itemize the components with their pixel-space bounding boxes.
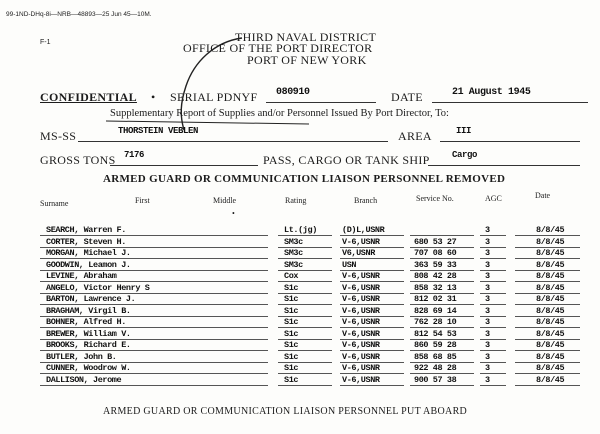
col-first: First bbox=[135, 196, 150, 205]
branch-cell: V-6,USNR bbox=[342, 351, 380, 362]
section-removed-heading: ARMED GUARD OR COMMUNICATION LIAISON PERSONNEL REMOVED bbox=[103, 173, 506, 185]
agc-cell: 3 bbox=[485, 282, 490, 293]
branch-cell: V-6,USNR bbox=[342, 294, 380, 304]
date-cell: 8/8/45 bbox=[536, 305, 565, 316]
area-label: AREA bbox=[398, 129, 432, 143]
branch-cell: V-6,USNR bbox=[342, 328, 380, 339]
agc-cell: 3 bbox=[485, 328, 490, 339]
surname-cell: ANGELO, Victor Henry S bbox=[46, 282, 150, 293]
rating-cell: Cox bbox=[284, 271, 299, 281]
service-no-cell: 363 59 33 bbox=[414, 259, 457, 270]
date-cell: 8/8/45 bbox=[536, 248, 565, 258]
ms-ss-label: MS-SS bbox=[40, 129, 77, 143]
rating-cell: SM3c bbox=[284, 259, 303, 270]
rating-cell: S1c bbox=[284, 340, 299, 350]
table-row bbox=[0, 317, 600, 328]
row-rule bbox=[480, 385, 506, 386]
row-rule bbox=[340, 385, 404, 386]
col-surname: Surname bbox=[40, 199, 69, 208]
surname-cell: LEVINE, Abraham bbox=[46, 271, 117, 281]
port-heading: PORT OF NEW YORK bbox=[247, 53, 367, 67]
col-middle: Middle bbox=[213, 196, 237, 205]
agc-cell: 3 bbox=[485, 236, 490, 247]
rating-cell: S1c bbox=[284, 351, 299, 362]
rating-cell: S1c bbox=[284, 305, 299, 316]
surname-cell: BOHNER, Alfred H. bbox=[46, 317, 126, 327]
surname-cell: GOODWIN, Leamon J. bbox=[46, 259, 131, 270]
date-cell: 8/8/45 bbox=[536, 282, 565, 293]
table-row bbox=[0, 375, 600, 386]
surname-cell: BARTON, Lawrence J. bbox=[46, 294, 136, 304]
service-no-cell: 707 08 60 bbox=[414, 248, 457, 258]
agc-cell: 3 bbox=[485, 294, 490, 304]
branch-cell: V-6,USNR bbox=[342, 271, 380, 281]
branch-cell: USN bbox=[342, 259, 357, 270]
surname-cell: BRAGHAM, Virgil B. bbox=[46, 305, 131, 316]
date-value: 21 August 1945 bbox=[452, 87, 531, 98]
rating-cell: SM3c bbox=[284, 248, 303, 258]
classification-label: CONFIDENTIAL bbox=[40, 90, 137, 104]
service-no-cell: 812 02 31 bbox=[414, 294, 457, 304]
agc-cell: 3 bbox=[485, 351, 490, 362]
gross-tons-label: GROSS TONS bbox=[40, 153, 116, 167]
service-no-cell: 900 57 38 bbox=[414, 374, 457, 385]
surname-cell: MORGAN, Michael J. bbox=[46, 248, 131, 258]
bullet-dot: • bbox=[151, 90, 156, 104]
ship-name-value: THORSTEIN VEBLEN bbox=[118, 126, 199, 136]
date-label: DATE bbox=[391, 90, 423, 104]
service-no-cell: 860 59 28 bbox=[414, 340, 457, 350]
surname-cell: SEARCH, Warren F. bbox=[46, 225, 126, 235]
service-no-cell: 680 53 27 bbox=[414, 236, 457, 247]
branch-cell: V-6,USNR bbox=[342, 282, 380, 293]
rating-cell: S1c bbox=[284, 374, 299, 385]
agc-cell: 3 bbox=[485, 363, 490, 373]
table-row bbox=[0, 329, 600, 340]
table-row bbox=[0, 225, 600, 236]
surname-cell: BROOKS, Richard E. bbox=[46, 340, 131, 350]
branch-cell: V-6,USNR bbox=[342, 340, 380, 350]
ship-type-label: PASS, CARGO OR TANK SHIP bbox=[263, 153, 430, 167]
agc-cell: 3 bbox=[485, 305, 490, 316]
col-service-no: Service No. bbox=[416, 194, 454, 203]
row-rule bbox=[515, 385, 580, 386]
agc-cell: 3 bbox=[485, 317, 490, 327]
rating-cell: S1c bbox=[284, 294, 299, 304]
table-row bbox=[0, 260, 600, 271]
date-cell: 8/8/45 bbox=[536, 294, 565, 304]
date-cell: 8/8/45 bbox=[536, 328, 565, 339]
rating-cell: S1c bbox=[284, 328, 299, 339]
surname-cell: BREWER, William V. bbox=[46, 328, 131, 339]
row-rule bbox=[278, 385, 332, 386]
branch-cell: V-6,USNR bbox=[342, 317, 380, 327]
district-heading: THIRD NAVAL DISTRICT bbox=[235, 30, 377, 44]
surname-cell: CORTER, Steven H. bbox=[46, 236, 126, 247]
date-cell: 8/8/45 bbox=[536, 351, 565, 362]
table-row bbox=[0, 248, 600, 259]
form-id: F-1 bbox=[40, 39, 51, 46]
table-row bbox=[0, 294, 600, 305]
serial-value: 080910 bbox=[276, 87, 310, 98]
table-row bbox=[0, 283, 600, 294]
service-no-cell: 858 32 13 bbox=[414, 282, 457, 293]
col-rating: Rating bbox=[285, 196, 307, 205]
date-cell: 8/8/45 bbox=[536, 340, 565, 350]
agc-cell: 3 bbox=[485, 340, 490, 350]
col-branch: Branch bbox=[354, 196, 378, 205]
rating-cell: SM3c bbox=[284, 236, 303, 247]
table-row bbox=[0, 237, 600, 248]
rating-cell: S1c bbox=[284, 363, 299, 373]
middle-dot: • bbox=[232, 209, 235, 218]
branch-cell: V6,USNR bbox=[342, 248, 375, 258]
surname-cell: CUNNER, Woodrow W. bbox=[46, 363, 131, 373]
date-cell: 8/8/45 bbox=[536, 317, 565, 327]
gross-tons-value: 7176 bbox=[124, 150, 145, 160]
agc-cell: 3 bbox=[485, 374, 490, 385]
service-no-cell: 828 69 14 bbox=[414, 305, 457, 316]
report-title: Supplementary Report of Supplies and/or Personnel Issued By Port Director, To: bbox=[110, 108, 449, 119]
section-put-aboard-heading: ARMED GUARD OR COMMUNICATION LIAISON PERSONNEL PUT ABOARD bbox=[103, 406, 468, 417]
office-heading: OFFICE OF THE PORT DIRECTOR bbox=[183, 41, 373, 55]
branch-cell: V-6,USNR bbox=[342, 305, 380, 316]
service-no-cell: 808 42 28 bbox=[414, 271, 457, 281]
surname-cell: DALLISON, Jerome bbox=[46, 374, 122, 385]
table-row bbox=[0, 363, 600, 374]
table-row bbox=[0, 271, 600, 282]
table-row bbox=[0, 340, 600, 351]
area-value: III bbox=[456, 126, 472, 136]
col-date: Date bbox=[535, 191, 551, 200]
rating-cell: Lt.(jg) bbox=[284, 225, 317, 235]
printing-code: 99-1ND-DHq-8i—NRB—48893—25 Jun 45—10M. bbox=[6, 11, 152, 18]
rating-cell: S1c bbox=[284, 282, 299, 293]
date-cell: 8/8/45 bbox=[536, 271, 565, 281]
surname-cell: BUTLER, John B. bbox=[46, 351, 117, 362]
service-no-cell: 858 68 85 bbox=[414, 351, 457, 362]
date-cell: 8/8/45 bbox=[536, 225, 565, 235]
rating-cell: S1c bbox=[284, 317, 299, 327]
date-cell: 8/8/45 bbox=[536, 363, 565, 373]
service-no-cell: 762 28 10 bbox=[414, 317, 457, 327]
service-no-cell: 812 54 53 bbox=[414, 328, 457, 339]
date-cell: 8/8/45 bbox=[536, 259, 565, 270]
agc-cell: 3 bbox=[485, 271, 490, 281]
table-row bbox=[0, 306, 600, 317]
col-agc: AGC bbox=[485, 194, 502, 203]
date-cell: 8/8/45 bbox=[536, 374, 565, 385]
branch-cell: V-6,USNR bbox=[342, 374, 380, 385]
date-cell: 8/8/45 bbox=[536, 236, 565, 247]
serial-label: SERIAL PDNYF bbox=[170, 90, 258, 104]
branch-cell: V-6,USNR bbox=[342, 236, 380, 247]
branch-cell: V-6,USNR bbox=[342, 363, 380, 373]
row-rule bbox=[40, 385, 268, 386]
agc-cell: 3 bbox=[485, 248, 490, 258]
service-no-cell: 922 48 28 bbox=[414, 363, 457, 373]
branch-cell: (D)L,USNR bbox=[342, 225, 385, 235]
row-rule bbox=[410, 385, 474, 386]
agc-cell: 3 bbox=[485, 259, 490, 270]
agc-cell: 3 bbox=[485, 225, 490, 235]
table-row bbox=[0, 352, 600, 363]
ship-type-value: Cargo bbox=[452, 150, 478, 160]
